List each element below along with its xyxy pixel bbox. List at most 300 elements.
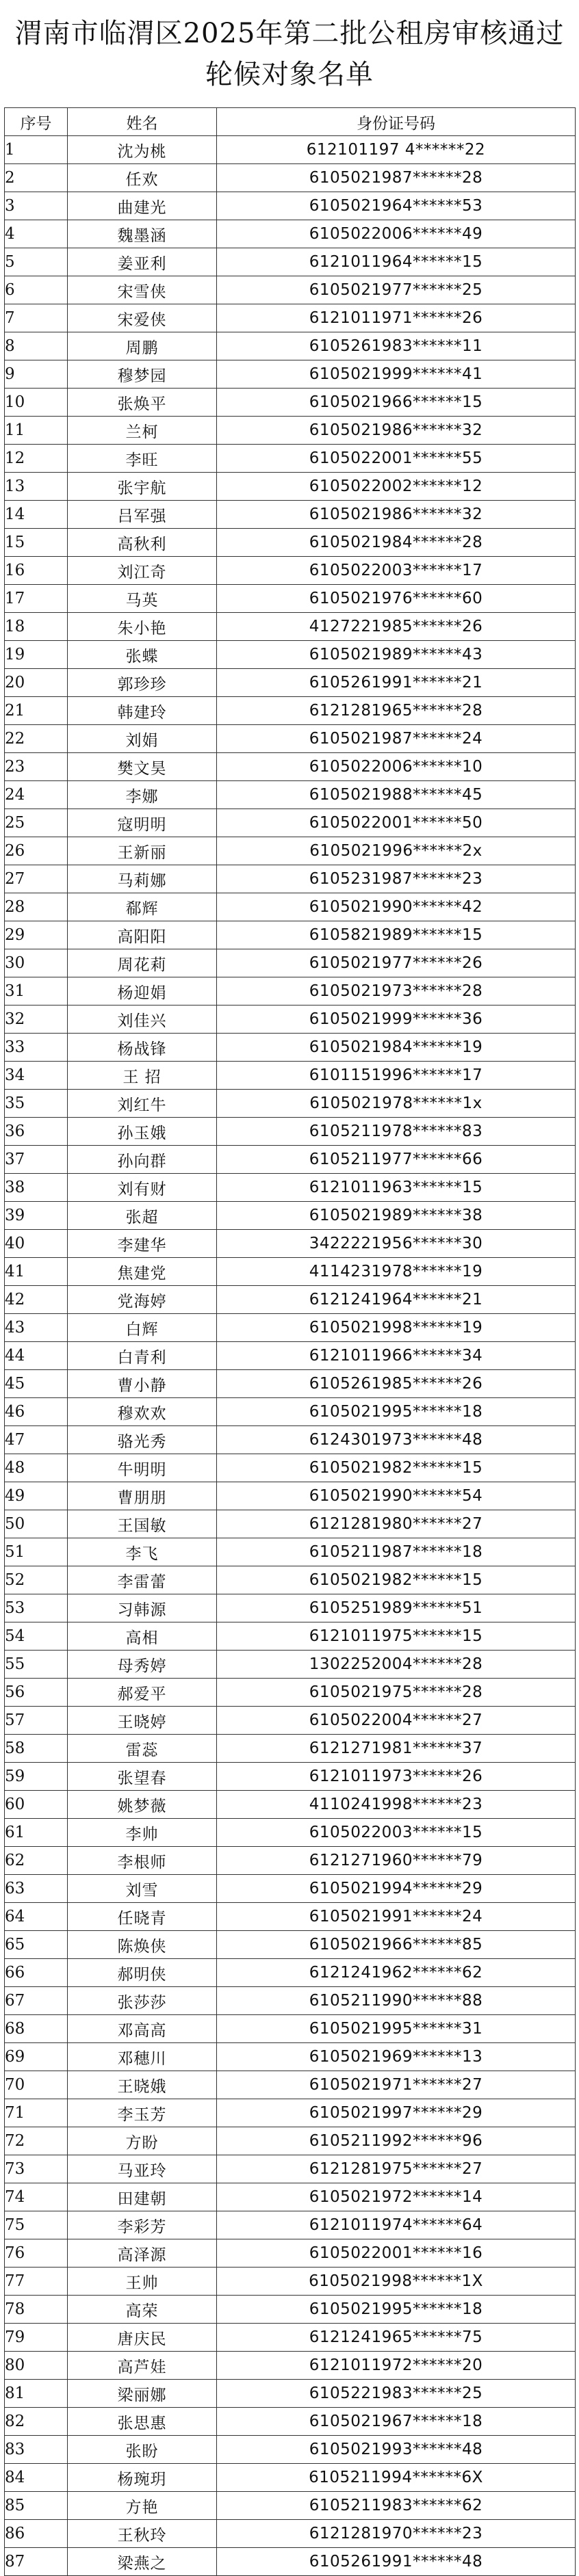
id-number-cell: 6105021995******18 (217, 1398, 576, 1426)
id-number-cell: 6105251989******51 (217, 1594, 576, 1622)
header-name: 姓名 (68, 108, 217, 136)
name-cell: 高秋利 (68, 529, 217, 557)
serial-number-cell: 53 (5, 1594, 68, 1622)
table-row (5, 1622, 576, 1651)
id-number-cell: 6121281975******27 (217, 2155, 576, 2183)
serial-number-cell: 37 (5, 1146, 68, 1174)
table-row (5, 1510, 576, 1538)
name-cell: 王国敏 (68, 1510, 217, 1538)
id-number-cell: 6105021999******36 (217, 1006, 576, 1034)
id-number-cell: 6105021986******32 (217, 417, 576, 445)
serial-number-cell: 71 (5, 2099, 68, 2127)
id-number-cell: 6105211994******6X (217, 2464, 576, 2492)
table-row (5, 781, 576, 809)
id-number-cell: 6105021994******29 (217, 1875, 576, 1903)
name-cell: 梁燕之 (68, 2548, 217, 2576)
table-row (5, 1482, 576, 1510)
table-row (5, 529, 576, 557)
name-cell: 杨战锋 (68, 1034, 217, 1062)
table-row (5, 1174, 576, 1202)
table-row (5, 1006, 576, 1034)
name-cell: 党海婷 (68, 1286, 217, 1314)
serial-number-cell: 86 (5, 2520, 68, 2548)
name-cell: 张焕平 (68, 389, 217, 417)
table-row (5, 1370, 576, 1398)
table-row (5, 949, 576, 977)
serial-number-cell: 44 (5, 1342, 68, 1370)
id-number-cell: 6105231987******23 (217, 865, 576, 893)
name-cell: 朱小艳 (68, 613, 217, 641)
name-cell: 王晓婷 (68, 1707, 217, 1735)
id-number-cell: 6105211983******62 (217, 2492, 576, 2520)
serial-number-cell: 69 (5, 2043, 68, 2071)
table-row (5, 1230, 576, 1258)
table-row (5, 893, 576, 921)
serial-number-cell: 52 (5, 1566, 68, 1594)
table-row (5, 2492, 576, 2520)
id-number-cell: 4110241998******23 (217, 1791, 576, 1819)
name-cell: 穆梦园 (68, 360, 217, 389)
table-row (5, 921, 576, 949)
table-row (5, 2183, 576, 2211)
id-number-cell: 6105021988******45 (217, 781, 576, 809)
serial-number-cell: 82 (5, 2408, 68, 2436)
table-row (5, 1258, 576, 1286)
name-cell: 李旺 (68, 445, 217, 473)
id-number-cell: 6105022003******17 (217, 557, 576, 585)
name-cell: 王 招 (68, 1062, 217, 1090)
id-number-cell: 6105021984******19 (217, 1034, 576, 1062)
serial-number-cell: 30 (5, 949, 68, 977)
table-row (5, 192, 576, 220)
serial-number-cell: 63 (5, 1875, 68, 1903)
id-number-cell: 6121271960******79 (217, 1847, 576, 1875)
serial-number-cell: 31 (5, 977, 68, 1006)
serial-number-cell: 64 (5, 1903, 68, 1931)
serial-number-cell: 28 (5, 893, 68, 921)
serial-number-cell: 80 (5, 2352, 68, 2380)
serial-number-cell: 21 (5, 697, 68, 725)
serial-number-cell: 85 (5, 2492, 68, 2520)
name-cell: 宋爱侠 (68, 304, 217, 332)
id-number-cell: 6105021977******25 (217, 276, 576, 304)
name-cell: 高泽源 (68, 2239, 217, 2268)
name-cell: 骆光秀 (68, 1426, 217, 1454)
serial-number-cell: 8 (5, 332, 68, 360)
table-row (5, 613, 576, 641)
table-row (5, 753, 576, 781)
name-cell: 兰柯 (68, 417, 217, 445)
header-id-number: 身份证号码 (217, 108, 576, 136)
table-row (5, 2436, 576, 2464)
serial-number-cell: 51 (5, 1538, 68, 1566)
table-row (5, 1707, 576, 1735)
table-row (5, 865, 576, 893)
name-cell: 樊文昊 (68, 753, 217, 781)
table-row (5, 1398, 576, 1426)
name-cell: 李彩芳 (68, 2211, 217, 2239)
name-cell: 魏墨涵 (68, 220, 217, 248)
id-number-cell: 6105021990******54 (217, 1482, 576, 1510)
id-number-cell: 6105261991******48 (217, 2548, 576, 2576)
serial-number-cell: 48 (5, 1454, 68, 1482)
serial-number-cell: 75 (5, 2211, 68, 2239)
id-number-cell: 6105261985******26 (217, 1370, 576, 1398)
serial-number-cell: 24 (5, 781, 68, 809)
name-cell: 王秋玲 (68, 2520, 217, 2548)
serial-number-cell: 36 (5, 1118, 68, 1146)
id-number-cell: 1302252004******28 (217, 1651, 576, 1679)
serial-number-cell: 76 (5, 2239, 68, 2268)
serial-number-cell: 50 (5, 1510, 68, 1538)
name-cell: 刘有财 (68, 1174, 217, 1202)
header-serial-number: 序号 (5, 108, 68, 136)
name-cell: 唐庆民 (68, 2324, 217, 2352)
id-number-cell: 6121011971******26 (217, 304, 576, 332)
serial-number-cell: 5 (5, 248, 68, 276)
serial-number-cell: 16 (5, 557, 68, 585)
table-row (5, 1202, 576, 1230)
serial-number-cell: 23 (5, 753, 68, 781)
name-cell: 母秀婷 (68, 1651, 217, 1679)
serial-number-cell: 68 (5, 2015, 68, 2043)
id-number-cell: 6121011972******20 (217, 2352, 576, 2380)
id-number-cell: 6105211987******18 (217, 1538, 576, 1566)
id-number-cell: 6124301973******48 (217, 1426, 576, 1454)
table-row (5, 1146, 576, 1174)
serial-number-cell: 45 (5, 1370, 68, 1398)
name-cell: 高阳阳 (68, 921, 217, 949)
id-number-cell: 6105211978******83 (217, 1118, 576, 1146)
id-number-cell: 6121241965******75 (217, 2324, 576, 2352)
table-row (5, 2155, 576, 2183)
serial-number-cell: 39 (5, 1202, 68, 1230)
name-cell: 马莉娜 (68, 865, 217, 893)
id-number-cell: 6121281965******28 (217, 697, 576, 725)
table-row (5, 809, 576, 837)
id-number-cell: 6105021997******29 (217, 2099, 576, 2127)
table-row (5, 1791, 576, 1819)
serial-number-cell: 42 (5, 1286, 68, 1314)
id-number-cell: 6121281970******23 (217, 2520, 576, 2548)
id-number-cell: 612101197 4******22 (217, 136, 576, 164)
table-row (5, 1819, 576, 1847)
name-cell: 穆欢欢 (68, 1398, 217, 1426)
table-row (5, 360, 576, 389)
name-cell: 白青利 (68, 1342, 217, 1370)
id-number-cell: 6105211990******88 (217, 1987, 576, 2015)
table-row (5, 1062, 576, 1090)
id-number-cell: 6121241964******21 (217, 1286, 576, 1314)
table-row (5, 1594, 576, 1622)
serial-number-cell: 54 (5, 1622, 68, 1651)
name-cell: 寇明明 (68, 809, 217, 837)
serial-number-cell: 60 (5, 1791, 68, 1819)
serial-number-cell: 78 (5, 2296, 68, 2324)
table-row (5, 248, 576, 276)
table-row (5, 1847, 576, 1875)
table-row (5, 136, 576, 164)
serial-number-cell: 66 (5, 1959, 68, 1987)
name-cell: 梁丽娜 (68, 2380, 217, 2408)
name-cell: 周花莉 (68, 949, 217, 977)
id-number-cell: 6105021998******19 (217, 1314, 576, 1342)
id-number-cell: 6105021976******60 (217, 585, 576, 613)
serial-number-cell: 27 (5, 865, 68, 893)
name-cell: 郭珍珍 (68, 669, 217, 697)
name-cell: 焦建党 (68, 1258, 217, 1286)
id-number-cell: 6105021987******24 (217, 725, 576, 753)
name-cell: 孙玉娥 (68, 1118, 217, 1146)
name-cell: 任晓青 (68, 1903, 217, 1931)
table-row (5, 1651, 576, 1679)
table-row (5, 445, 576, 473)
name-cell: 周鹏 (68, 332, 217, 360)
id-number-cell: 6105211977******66 (217, 1146, 576, 1174)
serial-number-cell: 3 (5, 192, 68, 220)
serial-number-cell: 18 (5, 613, 68, 641)
serial-number-cell: 77 (5, 2268, 68, 2296)
id-number-cell: 6105021989******43 (217, 641, 576, 669)
name-cell: 习韩源 (68, 1594, 217, 1622)
serial-number-cell: 58 (5, 1735, 68, 1763)
table-row (5, 1118, 576, 1146)
serial-number-cell: 25 (5, 809, 68, 837)
table-row (5, 1679, 576, 1707)
name-cell: 刘红牛 (68, 1090, 217, 1118)
table-row (5, 1931, 576, 1959)
name-cell: 张超 (68, 1202, 217, 1230)
name-cell: 任欢 (68, 164, 217, 192)
table-row (5, 1426, 576, 1454)
table-row (5, 2324, 576, 2352)
serial-number-cell: 41 (5, 1258, 68, 1286)
serial-number-cell: 2 (5, 164, 68, 192)
id-number-cell: 6105022004******27 (217, 1707, 576, 1735)
table-row (5, 1959, 576, 1987)
id-number-cell: 6121281980******27 (217, 1510, 576, 1538)
id-number-cell: 6105261991******21 (217, 669, 576, 697)
name-cell: 李帅 (68, 1819, 217, 1847)
name-cell: 李建华 (68, 1230, 217, 1258)
table-row (5, 557, 576, 585)
serial-number-cell: 9 (5, 360, 68, 389)
id-number-cell: 6105021966******15 (217, 389, 576, 417)
table-row (5, 2071, 576, 2099)
id-number-cell: 6105021978******1x (217, 1090, 576, 1118)
name-cell: 孙向群 (68, 1146, 217, 1174)
table-row (5, 837, 576, 865)
serial-number-cell: 15 (5, 529, 68, 557)
serial-number-cell: 49 (5, 1482, 68, 1510)
table-row (5, 1090, 576, 1118)
name-cell: 陈焕侠 (68, 1931, 217, 1959)
name-cell: 高芦娃 (68, 2352, 217, 2380)
table-row (5, 2043, 576, 2071)
id-number-cell: 6105021989******38 (217, 1202, 576, 1230)
id-number-cell: 6105022001******50 (217, 809, 576, 837)
name-cell: 雷蕊 (68, 1735, 217, 1763)
serial-number-cell: 32 (5, 1006, 68, 1034)
id-number-cell: 6105021972******14 (217, 2183, 576, 2211)
table-row (5, 1735, 576, 1763)
id-number-cell: 6105021971******27 (217, 2071, 576, 2099)
table-body (5, 136, 576, 2576)
id-number-cell: 6121011974******64 (217, 2211, 576, 2239)
id-number-cell: 6105021986******32 (217, 501, 576, 529)
id-number-cell: 6105021999******41 (217, 360, 576, 389)
id-number-cell: 6121011963******15 (217, 1174, 576, 1202)
serial-number-cell: 70 (5, 2071, 68, 2099)
table-row (5, 2296, 576, 2324)
id-number-cell: 6105021982******15 (217, 1566, 576, 1594)
id-number-cell: 6121011964******15 (217, 248, 576, 276)
name-cell: 王新丽 (68, 837, 217, 865)
table-row (5, 2352, 576, 2380)
table-row (5, 164, 576, 192)
name-cell: 姜亚利 (68, 248, 217, 276)
id-number-cell: 6105021993******48 (217, 2436, 576, 2464)
id-number-cell: 6105821989******15 (217, 921, 576, 949)
name-cell: 邓高高 (68, 2015, 217, 2043)
id-number-cell: 6105021973******28 (217, 977, 576, 1006)
table-row (5, 641, 576, 669)
id-number-cell: 6105021966******85 (217, 1931, 576, 1959)
table-row (5, 2127, 576, 2155)
name-cell: 牛明明 (68, 1454, 217, 1482)
name-cell: 张蝶 (68, 641, 217, 669)
table-row (5, 1875, 576, 1903)
serial-number-cell: 20 (5, 669, 68, 697)
table-row (5, 220, 576, 248)
table-row (5, 304, 576, 332)
serial-number-cell: 43 (5, 1314, 68, 1342)
id-number-cell: 6101151996******17 (217, 1062, 576, 1090)
id-number-cell: 6105021987******28 (217, 164, 576, 192)
name-cell: 李飞 (68, 1538, 217, 1566)
id-number-cell: 6105021982******15 (217, 1454, 576, 1482)
table-row (5, 1903, 576, 1931)
name-cell: 张思惠 (68, 2408, 217, 2436)
serial-number-cell: 13 (5, 473, 68, 501)
table-row (5, 1454, 576, 1482)
table-row (5, 1342, 576, 1370)
name-cell: 高相 (68, 1622, 217, 1651)
id-number-cell: 6105021995******31 (217, 2015, 576, 2043)
name-cell: 王帅 (68, 2268, 217, 2296)
name-cell: 吕军强 (68, 501, 217, 529)
serial-number-cell: 65 (5, 1931, 68, 1959)
table-row (5, 276, 576, 304)
serial-number-cell: 19 (5, 641, 68, 669)
table-row (5, 2464, 576, 2492)
id-number-cell: 6105022003******15 (217, 1819, 576, 1847)
name-cell: 田建朝 (68, 2183, 217, 2211)
name-cell: 李玉芳 (68, 2099, 217, 2127)
serial-number-cell: 26 (5, 837, 68, 865)
serial-number-cell: 47 (5, 1426, 68, 1454)
name-cell: 马英 (68, 585, 217, 613)
table-row (5, 1314, 576, 1342)
name-cell: 方盼 (68, 2127, 217, 2155)
table-row (5, 1566, 576, 1594)
name-cell: 马亚玲 (68, 2155, 217, 2183)
name-cell: 张盼 (68, 2436, 217, 2464)
name-cell: 杨琬玥 (68, 2464, 217, 2492)
id-number-cell: 4127221985******26 (217, 613, 576, 641)
applicant-table (4, 107, 576, 2576)
table-row (5, 697, 576, 725)
id-number-cell: 6105021998******1X (217, 2268, 576, 2296)
serial-number-cell: 40 (5, 1230, 68, 1258)
id-number-cell: 4114231978******19 (217, 1258, 576, 1286)
name-cell: 刘江奇 (68, 557, 217, 585)
serial-number-cell: 83 (5, 2436, 68, 2464)
name-cell: 曹小静 (68, 1370, 217, 1398)
id-number-cell: 6105021984******28 (217, 529, 576, 557)
table-row (5, 332, 576, 360)
title-line: 渭南市临渭区2025年第二批公租房审核通过 (14, 17, 565, 49)
id-number-cell: 6105022002******12 (217, 473, 576, 501)
table-row (5, 417, 576, 445)
table-row (5, 1034, 576, 1062)
serial-number-cell: 46 (5, 1398, 68, 1426)
serial-number-cell: 61 (5, 1819, 68, 1847)
serial-number-cell: 73 (5, 2155, 68, 2183)
serial-number-cell: 17 (5, 585, 68, 613)
name-cell: 杨迎娟 (68, 977, 217, 1006)
table-row (5, 2380, 576, 2408)
name-cell: 白辉 (68, 1314, 217, 1342)
name-cell: 沈为桃 (68, 136, 217, 164)
table-row (5, 2099, 576, 2127)
id-number-cell: 6105021969******13 (217, 2043, 576, 2071)
name-cell: 韩建玲 (68, 697, 217, 725)
name-cell: 李雷蕾 (68, 1566, 217, 1594)
id-number-cell: 6105021996******2x (217, 837, 576, 865)
serial-number-cell: 12 (5, 445, 68, 473)
serial-number-cell: 55 (5, 1651, 68, 1679)
serial-number-cell: 33 (5, 1034, 68, 1062)
table-row (5, 2239, 576, 2268)
serial-number-cell: 10 (5, 389, 68, 417)
id-number-cell: 6121011966******34 (217, 1342, 576, 1370)
id-number-cell: 6105022001******16 (217, 2239, 576, 2268)
id-number-cell: 6105021991******24 (217, 1903, 576, 1931)
name-cell: 曹朋朋 (68, 1482, 217, 1510)
name-cell: 姚梦薇 (68, 1791, 217, 1819)
id-number-cell: 6105021975******28 (217, 1679, 576, 1707)
title-line: 轮候对象名单 (205, 58, 374, 90)
id-number-cell: 6105021995******18 (217, 2296, 576, 2324)
serial-number-cell: 29 (5, 921, 68, 949)
name-cell: 刘佳兴 (68, 1006, 217, 1034)
name-cell: 李娜 (68, 781, 217, 809)
name-cell: 张莎莎 (68, 1987, 217, 2015)
table-row (5, 1538, 576, 1566)
serial-number-cell: 22 (5, 725, 68, 753)
name-cell: 郗辉 (68, 893, 217, 921)
table-row (5, 1286, 576, 1314)
serial-number-cell: 7 (5, 304, 68, 332)
serial-number-cell: 35 (5, 1090, 68, 1118)
id-number-cell: 6105021967******18 (217, 2408, 576, 2436)
serial-number-cell: 38 (5, 1174, 68, 1202)
id-number-cell: 6105022006******10 (217, 753, 576, 781)
name-cell: 李根师 (68, 1847, 217, 1875)
id-number-cell: 6105021990******42 (217, 893, 576, 921)
id-number-cell: 6105022006******49 (217, 220, 576, 248)
